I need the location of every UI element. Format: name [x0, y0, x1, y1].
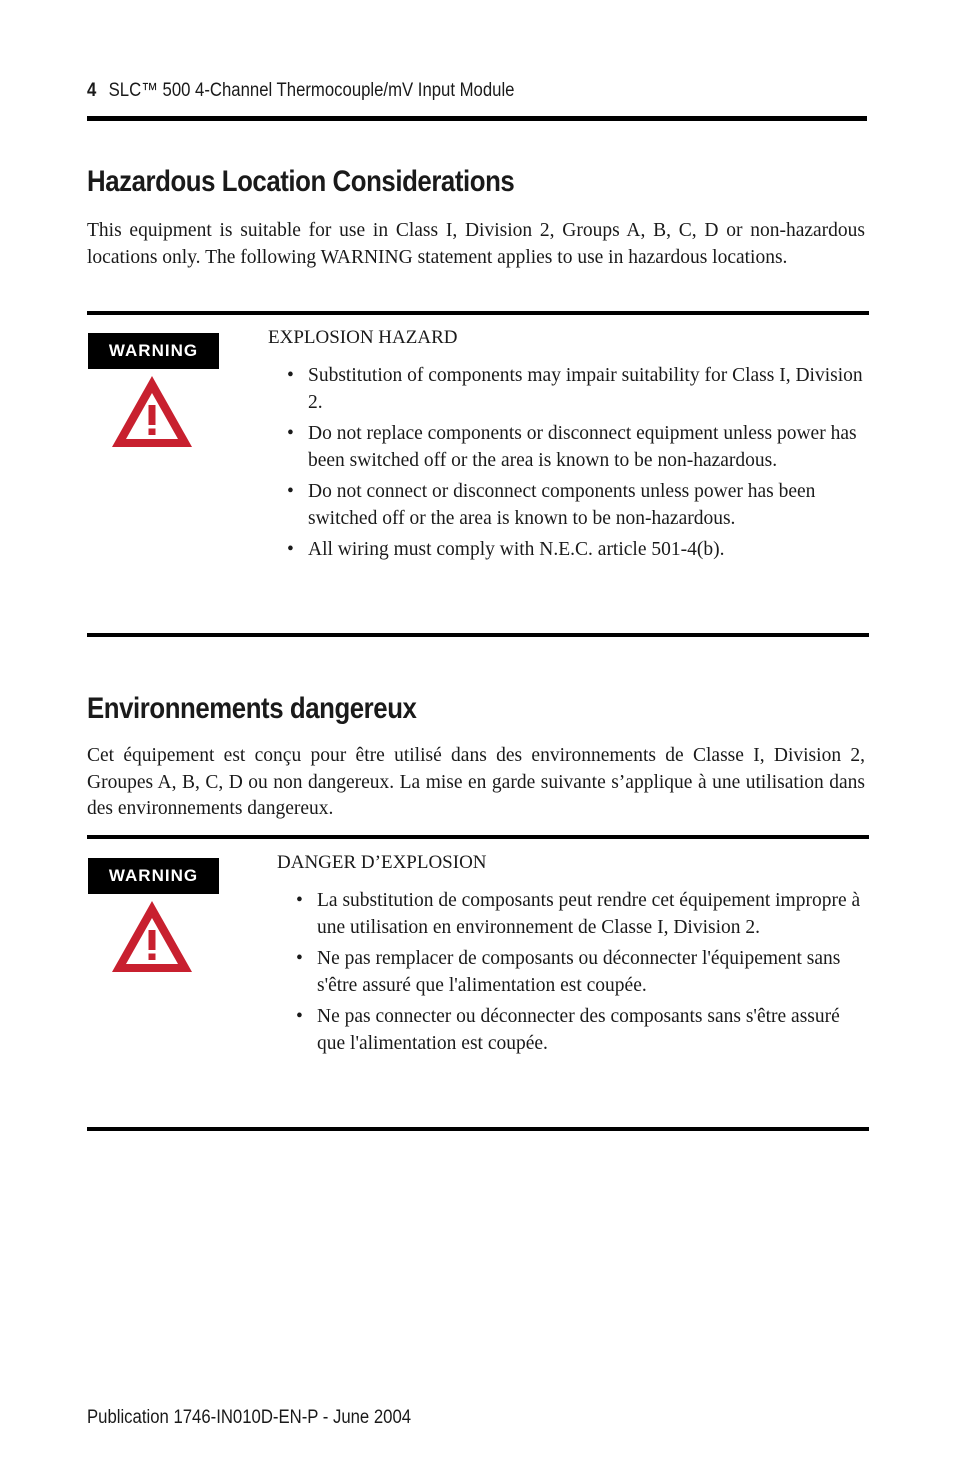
list-item: • Substitution of components may impair suitability for Class I, Division 2. — [287, 363, 865, 416]
warning-list — [287, 363, 865, 569]
section-title-environnements: Environnements dangereux — [87, 692, 417, 725]
list-item: • Ne pas connecter ou déconnecter des composants sans s'être assuré que l'alimentation est coupée. — [296, 1004, 866, 1057]
page-header — [87, 80, 773, 108]
warning-triangle-icon — [108, 897, 196, 977]
document-title: SLC™ 500 4-Channel Thermocouple/mV Input Module — [108, 80, 515, 101]
warning-bottom-rule — [87, 633, 869, 637]
list-item: • All wiring must comply with N.E.C. article 501-4(b). — [287, 537, 865, 564]
warning-top-rule — [87, 835, 869, 839]
list-item: • La substitution de composants peut rendre cet équipement impropre à une utilisation en environnement de Classe I, Division 2. — [296, 888, 866, 941]
warning-badge: WARNING — [88, 333, 219, 369]
list-item: • Do not replace components or disconnect equipment unless power has been switched off or the area is known to be non-hazardous. — [287, 421, 865, 474]
page-number: 4 — [87, 80, 97, 101]
warning-title: EXPLOSION HAZARD — [268, 327, 458, 348]
warning-list — [296, 888, 866, 1062]
warning-bottom-rule — [87, 1127, 869, 1131]
warning-title: DANGER D’EXPLOSION — [277, 852, 487, 873]
section-intro-environnements: Cet équipement est conçu pour être utilisé dans des environnements de Classe I, Division 2, Groupes A, B, C, D ou non dangereux. La mise en garde suivante s’applique à une utilisation dans des environnements dangereux. — [87, 745, 865, 819]
list-item: • Do not connect or disconnect components unless power has been switched off or the area is known to be non-hazardous. — [287, 479, 865, 532]
warning-top-rule — [87, 311, 869, 315]
warning-badge: WARNING — [88, 858, 219, 894]
section-title-hazardous: Hazardous Location Considerations — [87, 165, 515, 198]
header-rule — [87, 116, 867, 121]
section-intro-hazardous: This equipment is suitable for use in Class I, Division 2, Groups A, B, C, D or non-hazardous locations only. The following WARNING statement applies to use in hazardous locations. — [87, 220, 865, 268]
publication-footer: Publication 1746-IN010D-EN-P - June 2004 — [87, 1407, 412, 1428]
warning-triangle-icon — [108, 372, 196, 452]
list-item: • Ne pas remplacer de composants ou déconnecter l'équipement sans s'être assuré que l'alimentation est coupée. — [296, 946, 866, 999]
